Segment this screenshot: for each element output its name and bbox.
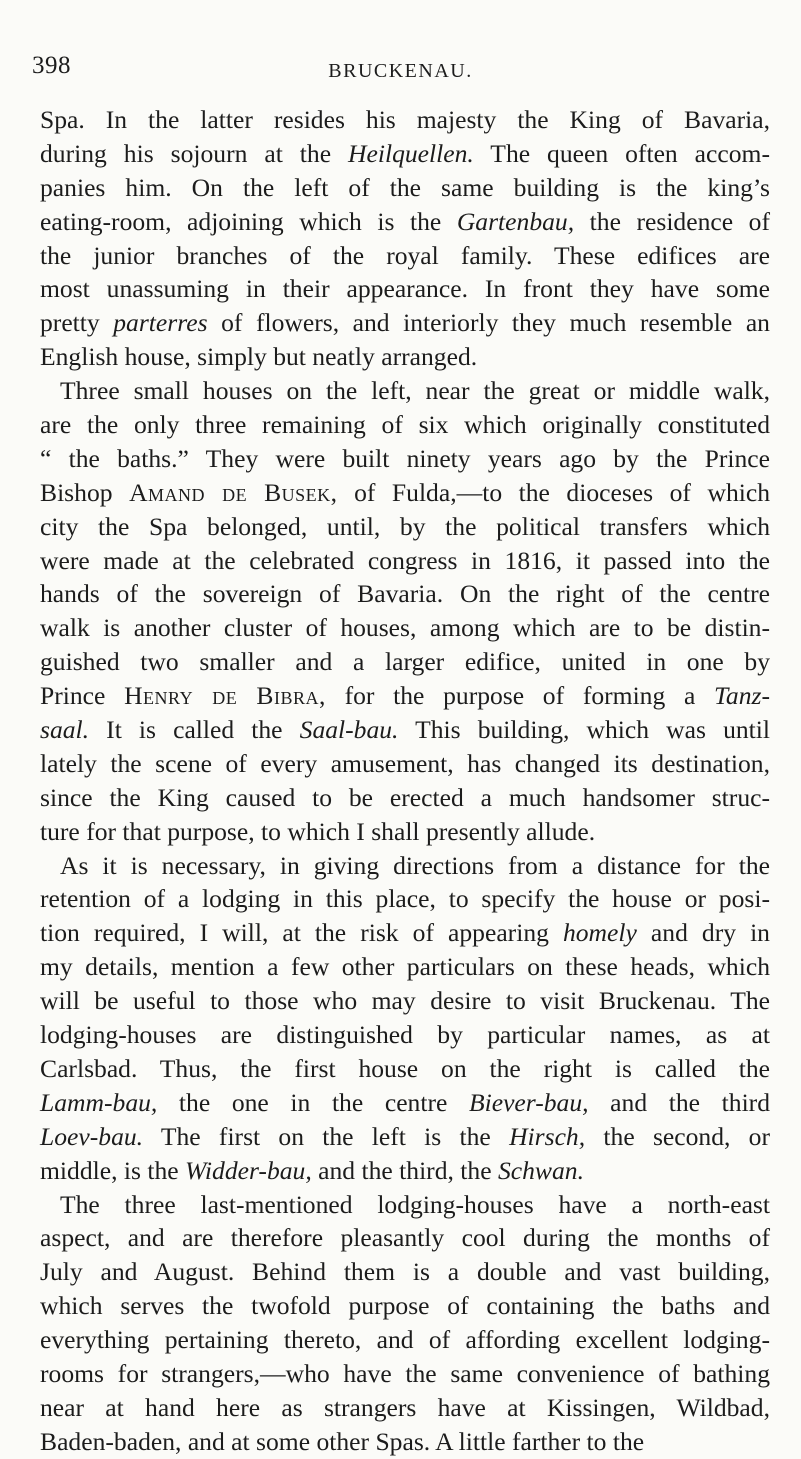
text-run: the junior branches of the royal family. These edifices are — [40, 240, 770, 270]
text-line — [40, 1221, 770, 1255]
text-line — [40, 1289, 770, 1323]
running-head: BRUCKENAU. — [328, 60, 473, 82]
italic-term: Widder-bau, — [185, 1155, 312, 1185]
text-line — [40, 137, 770, 171]
text-line — [40, 205, 770, 239]
italic-term: Schwan. — [497, 1155, 584, 1185]
text-line — [40, 882, 770, 916]
text-run: lately the scene of every amusement, has changed its destination, — [40, 748, 770, 778]
text-run: Prince — [40, 681, 125, 711]
text-line — [40, 679, 770, 713]
text-line — [40, 306, 770, 340]
text-run: and dry in — [636, 918, 770, 948]
text-line — [40, 171, 770, 205]
text-line — [40, 984, 770, 1018]
text-run: the residence of — [574, 206, 770, 236]
text-line — [40, 916, 770, 950]
text-run: The first on the left is the — [143, 1121, 510, 1151]
text-run: near at hand here as strangers have at Kissingen, Wildbad, — [40, 1392, 770, 1422]
text-line — [40, 510, 770, 544]
text-line — [40, 272, 770, 306]
text-run: tion required, I will, at the risk of appearing — [40, 918, 563, 948]
text-run: during his sojourn at the — [40, 138, 349, 168]
small-caps-name: Henry de Bibra, — [124, 681, 326, 711]
text-run: will be useful to those who may desire to visit Bruckenau. The — [40, 986, 770, 1016]
small-caps-name: Amand de Busek, — [129, 477, 338, 507]
text-line — [40, 1323, 770, 1357]
text-run: “ the baths.” They were built ninety years ago by the Prince — [40, 443, 770, 473]
text-line — [40, 849, 770, 883]
text-run: aspect, and are therefore pleasantly cool during the months of — [40, 1223, 770, 1253]
text-run: the second, or — [585, 1121, 770, 1151]
text-run: guished two smaller and a larger edifice, united in one by — [40, 647, 770, 677]
text-line — [40, 1391, 770, 1425]
italic-term: saal. — [40, 715, 90, 745]
text-run: which serves the twofold purpose of containing the baths and — [40, 1291, 770, 1321]
text-run: hands of the sovereign of Bavaria. On the right of the centre — [40, 579, 770, 609]
text-line — [40, 1086, 770, 1120]
text-run: most unassuming in their appearance. In front they have some — [40, 274, 770, 304]
text-run: Spa. In the latter resides his majesty the King of Bavaria, — [40, 105, 770, 134]
text-run: and the third, the — [311, 1155, 498, 1185]
text-run: pretty — [40, 308, 114, 338]
text-line — [40, 781, 770, 815]
text-run: lodging-houses are distinguished by particular names, as at — [40, 1020, 770, 1050]
text-line — [40, 408, 770, 442]
text-run: everything pertaining thereto, and of affording excellent lodging- — [40, 1325, 770, 1355]
text-line — [40, 239, 770, 273]
text-line — [40, 1052, 770, 1086]
text-run: eating-room, adjoining which is the — [40, 206, 457, 236]
italic-term: Tanz- — [714, 681, 770, 711]
text-run: panies him. On the left of the same building is the king’s — [40, 172, 770, 202]
text-line — [40, 1188, 770, 1222]
text-line — [40, 1425, 770, 1459]
text-run: are the only three remaining of six which originally constituted — [40, 410, 770, 440]
text-line — [40, 1018, 770, 1052]
text-run: Carlsbad. Thus, the first house on the right is called the — [40, 1053, 770, 1083]
text-line — [40, 544, 770, 578]
text-line — [40, 103, 770, 137]
italic-term: Hirsch, — [509, 1121, 586, 1151]
italic-term: parterres — [113, 308, 208, 338]
text-line — [40, 815, 770, 849]
text-run: my details, mention a few other particulars on these heads, which — [40, 952, 770, 982]
text-line — [40, 611, 770, 645]
page-number: 398 — [32, 52, 71, 79]
text-line — [40, 340, 770, 374]
text-line — [40, 1154, 770, 1188]
italic-term: Lamm-bau, — [40, 1087, 158, 1117]
text-run: This building, which was until — [398, 715, 770, 745]
text-run: middle, is the — [40, 1155, 186, 1185]
text-run: city the Spa belonged, until, by the political transfers which — [40, 511, 770, 541]
italic-term: Loev-bau. — [40, 1121, 144, 1151]
text-line — [40, 1357, 770, 1391]
text-run: English house, simply but neatly arranged. — [40, 342, 478, 372]
text-run: ture for that purpose, to which I shall presently allude. — [40, 816, 596, 846]
text-run: and the third — [588, 1087, 770, 1117]
italic-term: homely — [562, 918, 637, 948]
text-run: rooms for strangers,—who have the same convenience of bathing — [40, 1358, 770, 1388]
text-run: retention of a lodging in this place, to specify the house or posi- — [40, 884, 770, 914]
italic-term: Heilquellen. — [348, 138, 474, 168]
text-run: of flowers, and interiorly they much resemble an — [207, 308, 770, 338]
text-run: walk is another cluster of houses, among which are to be distin- — [40, 613, 770, 643]
text-run: The queen often accom- — [473, 138, 770, 168]
italic-term: Biever-bau, — [468, 1087, 589, 1117]
text-run: Bishop — [40, 477, 130, 507]
text-run: Three small houses on the left, near the great or middle walk, — [60, 376, 770, 406]
text-line — [40, 374, 770, 408]
italic-term: Saal-bau. — [299, 715, 399, 745]
text-line — [40, 713, 770, 747]
text-run: It is called the — [89, 715, 300, 745]
text-run: The three last-mentioned lodging-houses have a north-east — [60, 1189, 770, 1219]
text-run: for the purpose of forming a — [325, 681, 715, 711]
text-line — [40, 1120, 770, 1154]
text-line — [40, 577, 770, 611]
text-line — [40, 476, 770, 510]
text-line — [40, 645, 770, 679]
text-run: the one in the centre — [157, 1087, 469, 1117]
text-line — [40, 1255, 770, 1289]
text-run: of Fulda,—to the dioceses of which — [337, 477, 771, 507]
text-run: As it is necessary, in giving directions from a distance for the — [60, 850, 770, 880]
text-line — [40, 950, 770, 984]
text-line — [40, 442, 770, 476]
text-run: Baden-baden, and at some other Spas. A little farther to the — [40, 1426, 645, 1456]
italic-term: Gartenbau, — [456, 206, 575, 236]
text-run: since the King caused to be erected a much handsomer struc- — [40, 782, 770, 812]
text-run: July and August. Behind them is a double and vast building, — [40, 1257, 770, 1287]
text-run: were made at the celebrated congress in 1816, it passed into the — [40, 545, 770, 575]
text-line — [40, 747, 770, 781]
page-body-text — [40, 103, 770, 1459]
